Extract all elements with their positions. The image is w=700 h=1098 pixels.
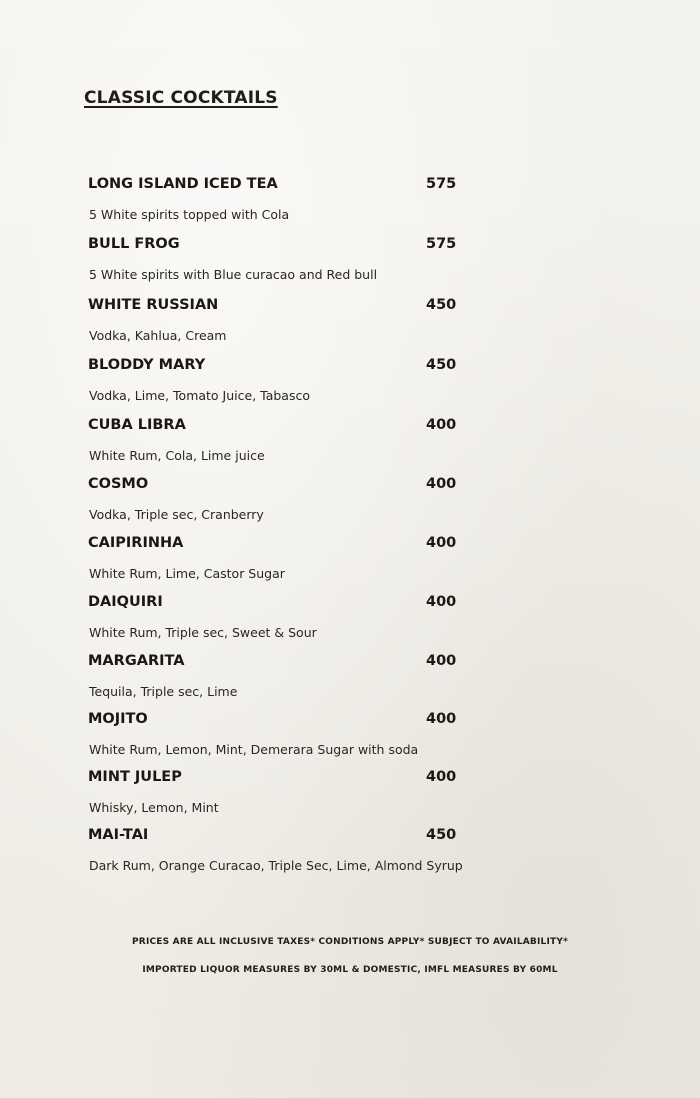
item-description: Whisky, Lemon, Mint	[89, 800, 219, 815]
item-name: CAIPIRINHA	[88, 535, 184, 551]
item-price: 575	[426, 236, 457, 252]
item-description: Vodka, Triple sec, Cranberry	[89, 507, 264, 522]
menu-item	[88, 357, 468, 403]
item-price: 400	[426, 653, 457, 669]
menu-item	[88, 297, 468, 343]
item-name: LONG ISLAND ICED TEA	[88, 176, 278, 192]
item-price: 400	[426, 535, 457, 551]
item-name: DAIQUIRI	[88, 594, 163, 610]
item-name: CUBA LIBRA	[88, 417, 186, 433]
menu-item	[88, 653, 468, 699]
item-description: Tequila, Triple sec, Lime	[89, 684, 238, 699]
item-price: 400	[426, 711, 457, 727]
item-description: Vodka, Kahlua, Cream	[89, 328, 227, 343]
footnote-taxes: PRICES ARE ALL INCLUSIVE TAXES* CONDITIONS APPLY* SUBJECT TO AVAILABILITY*	[132, 937, 568, 947]
item-price: 400	[426, 769, 457, 785]
item-price: 450	[426, 357, 457, 373]
item-name: WHITE RUSSIAN	[88, 297, 219, 313]
item-price: 400	[426, 417, 457, 433]
menu-item	[88, 176, 468, 222]
item-name: COSMO	[88, 476, 149, 492]
item-name: BLODDY MARY	[88, 357, 206, 373]
menu-item	[88, 827, 468, 873]
menu-item	[88, 535, 468, 581]
item-price: 575	[426, 176, 457, 192]
item-description: 5 White spirits topped with Cola	[89, 207, 290, 222]
item-price: 450	[426, 827, 457, 843]
item-description: Dark Rum, Orange Curacao, Triple Sec, Lime, Almond Syrup	[89, 858, 463, 873]
item-name: BULL FROG	[88, 236, 180, 252]
item-description: White Rum, Cola, Lime juice	[89, 448, 265, 463]
item-description: Vodka, Lime, Tomato Juice, Tabasco	[89, 388, 311, 403]
menu-item	[88, 711, 468, 757]
menu-item	[88, 594, 468, 640]
menu-item	[88, 417, 468, 463]
item-name: MOJITO	[88, 711, 148, 727]
item-name: MAI-TAI	[88, 827, 149, 843]
item-name: MINT JULEP	[88, 769, 182, 785]
menu-item	[88, 476, 468, 522]
item-price: 400	[426, 594, 457, 610]
item-description: White Rum, Lemon, Mint, Demerara Sugar with soda	[89, 742, 419, 757]
menu-item	[88, 769, 468, 815]
item-name: MARGARITA	[88, 653, 185, 669]
item-price: 450	[426, 297, 457, 313]
item-description: White Rum, Triple sec, Sweet & Sour	[89, 625, 317, 640]
item-price: 400	[426, 476, 457, 492]
item-description: 5 White spirits with Blue curacao and Red bull	[89, 267, 378, 282]
item-description: White Rum, Lime, Castor Sugar	[89, 566, 285, 581]
section-heading: CLASSIC COCKTAILS	[84, 88, 278, 108]
footnote-measures: IMPORTED LIQUOR MEASURES BY 30ML & DOMESTIC, IMFL MEASURES BY 60ML	[142, 965, 558, 975]
menu-item	[88, 236, 468, 282]
